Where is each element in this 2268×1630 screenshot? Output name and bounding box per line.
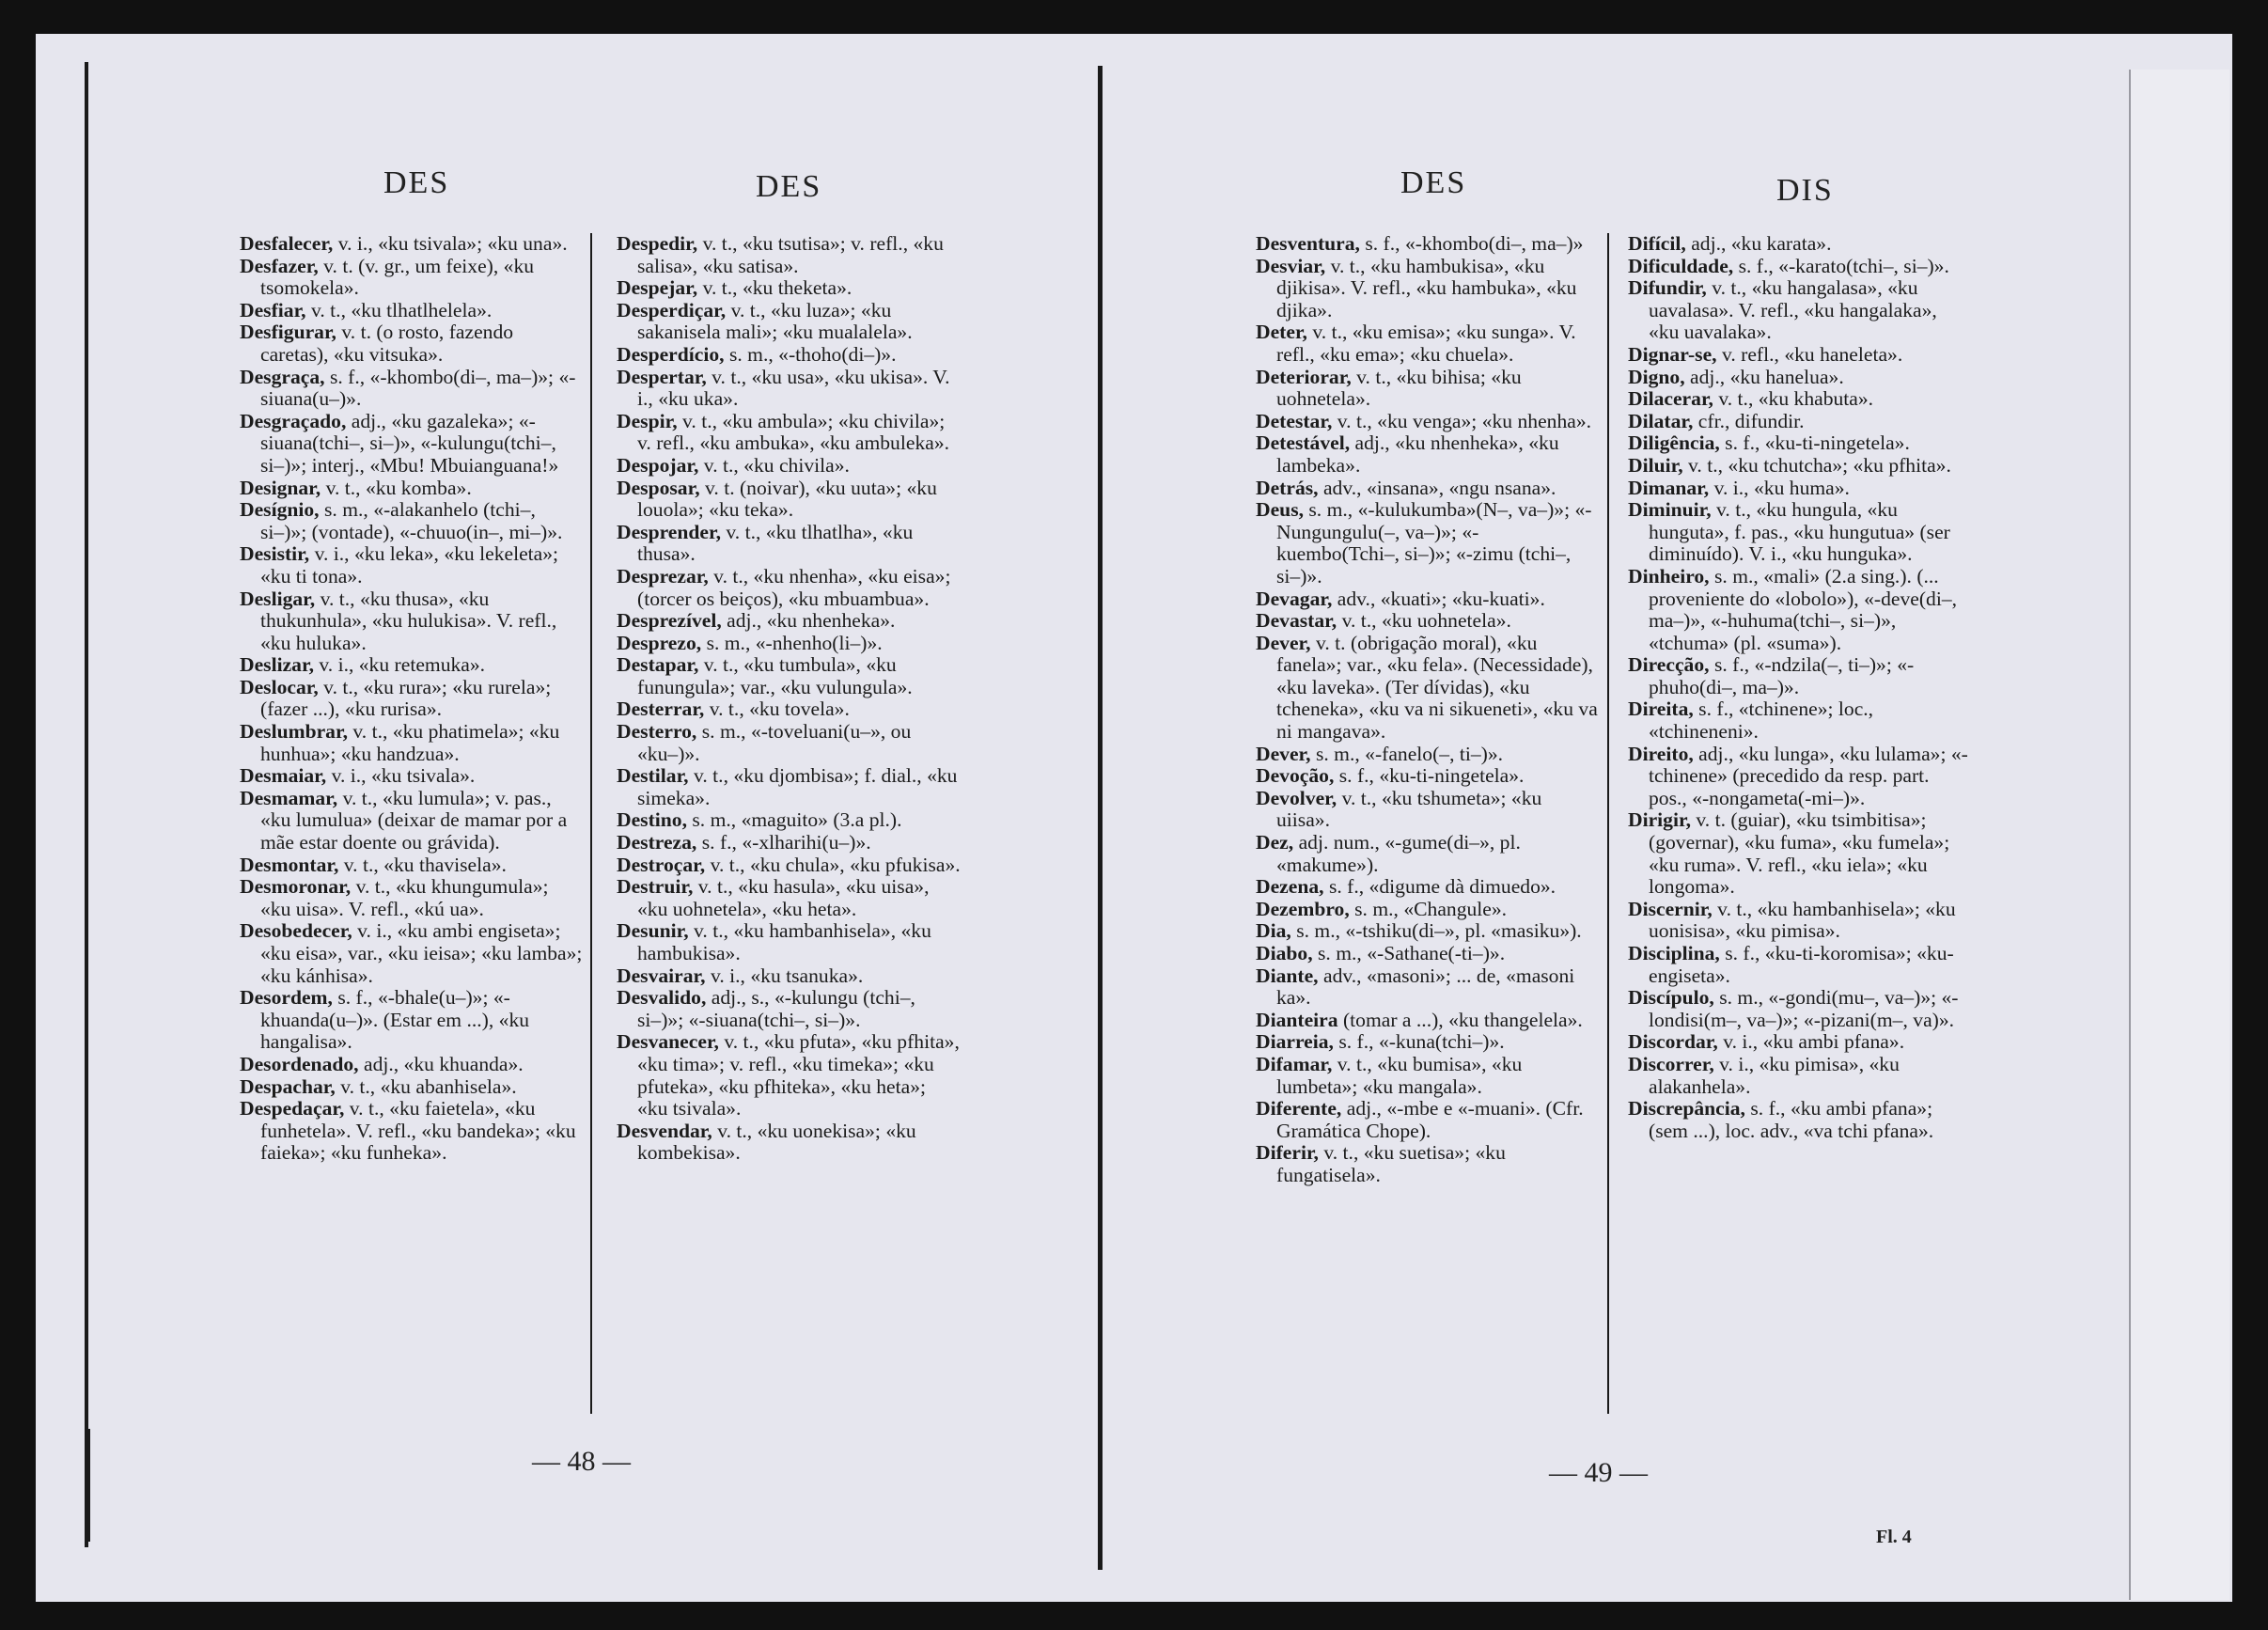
entry-headword: Devastar, — [1256, 609, 1337, 633]
dictionary-entry — [240, 765, 584, 788]
entry-definition: v. t., «ku khungumula»; «ku uisa». V. refl., «kú ua». — [260, 875, 549, 920]
dictionary-entry — [617, 522, 961, 566]
entry-headword: Despir, — [617, 409, 678, 432]
dictionary-entry — [1628, 566, 1972, 654]
entry-definition: v. t., «ku tlhatlhelela». — [310, 298, 493, 321]
entry-definition: v. t. (v. gr., um feixe), «ku tsomokela». — [260, 254, 535, 300]
dictionary-entry — [240, 300, 584, 322]
entry-headword: Desviar, — [1256, 254, 1326, 277]
entry-definition: adj., «ku lunga», «ku lulama»; «-tchinene» (precedido da resp. part. pos., «-nongameta(-mi–)». — [1649, 742, 1968, 809]
entry-headword: Despertar, — [617, 365, 707, 388]
entry-definition: adj., «ku karata». — [1691, 232, 1832, 255]
entry-headword: Desmontar, — [240, 853, 339, 876]
entry-definition: v. t., «ku uonekisa»; «ku kombekisa». — [637, 1119, 916, 1165]
entry-headword: Desfiar, — [240, 298, 306, 321]
entry-definition: v. t., «ku thavisela». — [343, 853, 507, 876]
dictionary-entry — [240, 321, 584, 366]
entry-headword: Desterrar, — [617, 697, 705, 721]
entry-headword: Deus, — [1256, 498, 1304, 522]
entry-definition: v. t., «ku hambanhisela», «ku hambukisa». — [637, 919, 931, 964]
entry-headword: Dia, — [1256, 919, 1291, 943]
dictionary-entry — [617, 300, 961, 344]
entry-definition: adj., «ku nhenheka». — [727, 609, 896, 633]
entry-headword: Devagar, — [1256, 587, 1333, 610]
entry-headword: Destroçar, — [617, 853, 706, 876]
dictionary-entry — [617, 455, 961, 478]
dictionary-entry — [1628, 1031, 1972, 1054]
entry-definition: s. f., «ku-ti-ningetela». — [1338, 764, 1525, 788]
entry-headword: Discrepância, — [1628, 1097, 1745, 1121]
entry-headword: Detestável, — [1256, 431, 1351, 455]
entry-headword: Diabo, — [1256, 942, 1313, 964]
entry-headword: Destilar, — [617, 764, 689, 788]
left-page-number: — 48 — — [532, 1446, 631, 1477]
entry-headword: Deteriorar, — [1256, 365, 1352, 388]
entry-headword: Deter, — [1256, 321, 1307, 344]
entry-definition: v. i., «ku huma». — [1713, 476, 1850, 499]
left-page-column-rule — [590, 233, 592, 1414]
entry-headword: Diarreia, — [1256, 1030, 1334, 1054]
entry-definition: s. m., «-tshiku(di–», pl. «masiku»). — [1296, 919, 1582, 943]
entry-definition: v. t., «ku luza»; «ku sakanisela mali»; «ku mualalela». — [637, 298, 913, 344]
entry-headword: Desistir, — [240, 542, 310, 566]
entry-definition: s. f., «ku-ti-koromisa»; «ku-engiseta». — [1649, 942, 1954, 987]
dictionary-entry — [1256, 233, 1600, 256]
entry-headword: Diligência, — [1628, 431, 1720, 455]
dictionary-entry — [240, 256, 584, 300]
dictionary-entry — [240, 1076, 584, 1099]
dictionary-entry — [240, 1054, 584, 1076]
entry-definition: v. t., «ku tlhatlha», «ku thusa». — [637, 520, 914, 566]
entry-definition: v. t., «ku tumbula», «ku funungula»; var., «ku vulungula». — [637, 653, 913, 698]
dictionary-entry — [1628, 411, 1972, 433]
entry-headword: Diferente, — [1256, 1097, 1342, 1121]
entry-definition: adj., «ku nhenheka», «ku lambeka». — [1276, 431, 1559, 477]
entry-headword: Dinheiro, — [1628, 564, 1710, 588]
dictionary-entry — [617, 721, 961, 765]
entry-definition: v. t., «ku pfuta», «ku pfhita», «ku tima»; v. refl., «ku timeka»; «ku pfuteka», «ku pfhiteka», «ku heta»; «ku tsivala». — [637, 1030, 960, 1121]
dictionary-entry — [617, 610, 961, 633]
entry-definition: v. t., «ku bumisa», «ku lumbeta»; «ku mangala». — [1276, 1052, 1523, 1098]
right-page-column-rule — [1607, 233, 1609, 1414]
entry-headword: Desfigurar, — [240, 321, 336, 344]
entry-definition: (tomar a ...), «ku thangelela». — [1342, 1008, 1583, 1031]
entry-definition: v. t., «ku chivila». — [703, 453, 850, 477]
entry-headword: Desventura, — [1256, 232, 1360, 255]
entry-definition: v. t. (o rosto, fazendo caretas), «ku vitsuka». — [260, 321, 514, 366]
entry-headword: Desordem, — [240, 986, 333, 1010]
left-bottom-rule — [85, 1429, 90, 1542]
dictionary-entry — [1628, 455, 1972, 478]
entry-headword: Difamar, — [1256, 1052, 1333, 1075]
dictionary-entry — [1628, 388, 1972, 411]
dictionary-entry — [1256, 899, 1600, 921]
dictionary-entry — [1628, 809, 1972, 898]
dictionary-entry — [1628, 1054, 1972, 1098]
entry-definition: s. m., «Changule». — [1354, 897, 1508, 920]
entry-headword: Dificuldade, — [1628, 254, 1734, 277]
entry-headword: Desprezar, — [617, 564, 709, 588]
dictionary-entry — [240, 677, 584, 721]
entry-headword: Desígnio, — [240, 498, 320, 522]
entry-headword: Difícil, — [1628, 232, 1686, 255]
entry-headword: Direcção, — [1628, 653, 1710, 677]
dictionary-entry — [240, 1098, 584, 1165]
entry-headword: Desvanecer, — [617, 1030, 719, 1054]
right-page-number: — 49 — — [1549, 1457, 1648, 1488]
dictionary-entry — [1628, 899, 1972, 943]
dictionary-entry — [1256, 765, 1600, 788]
dictionary-entry — [240, 499, 584, 543]
entry-headword: Desposar, — [617, 476, 700, 499]
entry-headword: Desobedecer, — [240, 919, 352, 943]
entry-headword: Desprender, — [617, 520, 721, 543]
dictionary-entry — [1256, 610, 1600, 633]
entry-definition: v. t., «ku phatimela»; «ku hunhua»; «ku handzua». — [260, 720, 560, 765]
dictionary-entry — [617, 1031, 961, 1120]
dictionary-entry — [1628, 277, 1972, 344]
entry-definition: v. t. (guiar), «ku tsimbitisa»; (governar), «ku fuma», «ku fumela»; «ku ruma». V. refl., «ku iela»; «ku longoma». — [1649, 808, 1950, 899]
entry-definition: v. t., «ku nhenha», «ku eisa»; (torcer os beiços), «ku mbuambua». — [637, 564, 951, 610]
entry-definition: v. t., «ku tshumeta»; «ku uiisa». — [1276, 786, 1542, 832]
dictionary-entry — [617, 633, 961, 655]
entry-definition: v. t., «ku hangalasa», «ku uavalasa». V. refl., «ku hangalaka», «ku uavalaka». — [1649, 276, 1937, 344]
entry-headword: Discorrer, — [1628, 1052, 1714, 1075]
dictionary-entry — [240, 876, 584, 920]
entry-headword: Diante, — [1256, 964, 1319, 987]
dictionary-entry — [1628, 744, 1972, 810]
dictionary-entry — [1256, 633, 1600, 744]
entry-headword: Dimanar, — [1628, 476, 1710, 499]
right-page-header-2: DIS — [1776, 173, 1834, 208]
dictionary-entry — [617, 987, 961, 1031]
entry-definition: adv., «kuati»; «ku-kuati». — [1337, 587, 1545, 610]
dictionary-entry — [1628, 654, 1972, 698]
dictionary-entry — [1256, 943, 1600, 965]
entry-headword: Desfazer, — [240, 254, 319, 277]
entry-definition: v. i., «ku tsanuka». — [710, 964, 864, 987]
dictionary-entry — [240, 367, 584, 411]
entry-headword: Deslizar, — [240, 653, 314, 677]
plate-label: Fl. 4 — [1876, 1527, 1912, 1547]
dictionary-entry — [617, 965, 961, 988]
dictionary-entry — [617, 809, 961, 832]
entry-definition: v. t., «ku rura»; «ku rurela»; (fazer ...), «ku rurisa». — [260, 675, 552, 721]
entry-headword: Despojar, — [617, 453, 699, 477]
entry-definition: v. t., «ku theketa». — [702, 276, 852, 300]
dictionary-entry — [1628, 1098, 1972, 1142]
left-margin-rule — [85, 62, 88, 1547]
dictionary-entry — [617, 367, 961, 411]
entry-headword: Desligar, — [240, 587, 316, 610]
page-edge-strip — [2129, 70, 2229, 1600]
entry-headword: Dezembro, — [1256, 897, 1350, 920]
dictionary-entry — [1628, 344, 1972, 367]
entry-definition: adv., «masoni»; ... de, «masoni ka». — [1276, 964, 1575, 1010]
dictionary-entry — [617, 1121, 961, 1165]
dictionary-entry — [1628, 698, 1972, 743]
entry-headword: Difundir, — [1628, 276, 1707, 300]
entry-headword: Devoção, — [1256, 764, 1335, 788]
entry-definition: v. t., «ku hasula», «ku uisa», «ku uohnetela», «ku heta». — [637, 875, 930, 920]
entry-definition: s. m., «-toveluani(u–», ou «ku–)». — [637, 720, 912, 765]
entry-headword: Direito, — [1628, 742, 1694, 765]
entry-definition: s. f., «tchinene»; loc., «tchineneni». — [1649, 697, 1874, 744]
dictionary-entry — [240, 854, 584, 877]
entry-headword: Diminuir, — [1628, 498, 1712, 522]
right-page-column-1 — [1256, 233, 1600, 1187]
dictionary-entry — [240, 543, 584, 588]
entry-definition: adj. num., «-gume(di–», pl. «makume»). — [1276, 831, 1521, 876]
entry-definition: v. t., «ku suetisa»; «ku fungatisela». — [1276, 1141, 1506, 1186]
entry-definition: s. m., «-gondi(mu–, va–)»; «-londisi(m–, va–)»; «-pizani(m–, va)». — [1649, 986, 1959, 1031]
dictionary-entry — [617, 344, 961, 367]
entry-definition: v. t., «ku lumula»; v. pas., «ku lumulua» (deixar de mamar por a mãe estar doente ou grávida). — [260, 786, 568, 854]
entry-headword: Desunir, — [617, 919, 689, 943]
entry-headword: Dignar-se, — [1628, 342, 1717, 366]
entry-headword: Despedaçar, — [240, 1097, 345, 1121]
dictionary-entry — [1256, 876, 1600, 899]
entry-definition: s. f., «-karato(tchi–, si–)». — [1738, 254, 1949, 277]
entry-headword: Destapar, — [617, 653, 699, 677]
entry-headword: Destruir, — [617, 875, 694, 899]
dictionary-entry — [240, 588, 584, 655]
dictionary-entry — [1256, 321, 1600, 366]
dictionary-entry — [1256, 1142, 1600, 1186]
dictionary-entry — [1256, 788, 1600, 832]
entry-definition: v. t., «ku djombisa»; f. dial., «ku simeka». — [637, 764, 958, 809]
entry-definition: s. m., «-thoho(di–)». — [728, 342, 897, 366]
entry-definition: v. i., «ku tsivala». — [331, 764, 476, 788]
dictionary-entry — [1628, 943, 1972, 987]
entry-headword: Desperdício, — [617, 342, 725, 366]
entry-definition: v. i., «ku pimisa», «ku alakanhela». — [1649, 1052, 1900, 1098]
entry-definition: s. f., «-kuna(tchi–)». — [1338, 1030, 1505, 1054]
entry-definition: s. f., «-bhale(u–)»; «-khuanda(u–)». (Estar em ...), «ku hangalisa». — [260, 986, 530, 1054]
entry-definition: s. f., «ku ambi pfana»; (sem ...), loc. adv., «va tchi pfana». — [1649, 1097, 1934, 1142]
entry-headword: Despejar, — [617, 276, 698, 300]
entry-definition: s. f., «-xlharihi(u–)». — [701, 831, 871, 854]
entry-definition: s. m., «-alakanhelo (tchi–, si–)»; (vontade), «-chuuo(in–, mi–)». — [260, 498, 563, 543]
entry-headword: Diferir, — [1256, 1141, 1319, 1165]
entry-headword: Desfalecer, — [240, 232, 334, 255]
entry-definition: v. t., «ku emisa»; «ku sunga». V. refl., «ku ema»; «ku chuela». — [1276, 321, 1576, 366]
entry-definition: adv., «insana», «ngu nsana». — [1322, 476, 1556, 499]
entry-headword: Desperdiçar, — [617, 298, 727, 321]
dictionary-entry — [617, 832, 961, 854]
entry-headword: Desterro, — [617, 720, 697, 744]
entry-headword: Desgraçado, — [240, 409, 347, 432]
dictionary-entry — [1256, 478, 1600, 500]
entry-definition: v. i., «ku ambi engiseta»; «ku eisa», var., «ku ieisa»; «ku lamba»; «ku kánhisa». — [260, 919, 583, 987]
dictionary-entry — [1256, 499, 1600, 588]
dictionary-entry — [240, 788, 584, 854]
entry-headword: Despachar, — [240, 1074, 336, 1098]
right-page-column-2 — [1628, 233, 1972, 1142]
dictionary-entry — [240, 721, 584, 765]
entry-headword: Deslocar, — [240, 675, 319, 698]
entry-definition: s. m., «-fanelo(–, ti–)». — [1315, 742, 1504, 765]
dictionary-entry — [240, 478, 584, 500]
entry-definition: v. t., «ku usa», «ku ukisa». V. i., «ku uka». — [637, 365, 950, 411]
entry-definition: s. f., «-ndzila(–, ti–)»; «-phuho(di–, ma–)». — [1649, 653, 1915, 698]
dictionary-entry — [1628, 256, 1972, 278]
entry-headword: Despedir, — [617, 232, 698, 255]
entry-headword: Dez, — [1256, 831, 1294, 854]
entry-definition: s. f., «-khombo(di–, ma–)» — [1365, 232, 1584, 255]
dictionary-entry — [1628, 233, 1972, 256]
entry-definition: v. t., «ku venga»; «ku nhenha». — [1337, 409, 1592, 432]
dictionary-entry — [1256, 588, 1600, 611]
entry-headword: Destino, — [617, 808, 687, 832]
dictionary-entry — [1628, 987, 1972, 1031]
entry-definition: v. t. (obrigação moral), «ku fanela»; var., «ku fela». (Necessidade), «ku laveka». (Ter dívidas), «ku tcheneka», «ku va ni sikueneti», «ku va ni mangava». — [1276, 631, 1598, 744]
entry-definition: s. m., «-nhenho(li–)». — [706, 631, 883, 654]
entry-definition: v. t., «ku hambukisa», «ku djikisa». V. refl., «ku hambuka», «ku djika». — [1276, 254, 1577, 321]
entry-definition: adj., «ku khuanda». — [363, 1052, 524, 1075]
entry-headword: Digno, — [1628, 365, 1685, 388]
entry-definition: v. t., «ku abanhisela». — [340, 1074, 517, 1098]
entry-definition: v. t., «ku uohnetela». — [1341, 609, 1511, 633]
entry-definition: v. t., «ku tovela». — [709, 697, 850, 721]
entry-headword: Direita, — [1628, 697, 1694, 721]
entry-headword: Desordenado, — [240, 1052, 359, 1075]
entry-headword: Dilacerar, — [1628, 387, 1713, 411]
entry-headword: Discordar, — [1628, 1030, 1718, 1054]
dictionary-entry — [1256, 744, 1600, 766]
center-gutter-rule — [1098, 66, 1103, 1570]
dictionary-entry — [1256, 832, 1600, 876]
entry-definition: v. t., «ku chula», «ku pfukisa». — [710, 853, 961, 876]
left-page-column-2 — [617, 233, 961, 1165]
entry-headword: Desgraça, — [240, 365, 325, 388]
entry-definition: v. i., «ku tsivala»; «ku una». — [337, 232, 568, 255]
entry-headword: Deslumbrar, — [240, 720, 348, 744]
dictionary-entry — [1256, 432, 1600, 477]
entry-definition: s. m., «maguito» (3.a pl.). — [692, 808, 902, 832]
dictionary-entry — [1256, 367, 1600, 411]
dictionary-entry — [617, 411, 961, 455]
dictionary-entry — [617, 277, 961, 300]
entry-definition: v. t. (noivar), «ku uuta»; «ku louola»; «ku teka». — [637, 476, 937, 522]
entry-definition: v. t., «ku hungula, «ku hunguta», f. pas., «ku hungutua» (ser diminuído). V. i., «ku hunguka». — [1649, 498, 1950, 566]
entry-headword: Dever, — [1256, 631, 1311, 654]
entry-definition: v. refl., «ku haneleta». — [1721, 342, 1903, 366]
entry-headword: Designar, — [240, 476, 321, 499]
dictionary-entry — [617, 654, 961, 698]
entry-headword: Disciplina, — [1628, 942, 1720, 964]
entry-definition: adj., «ku gazaleka»; «-siuana(tchi–, si–)», «-kulungu(tchi–, si–)»; interj., «Mbu! Mbuianguana!» — [260, 409, 559, 477]
entry-headword: Diluir, — [1628, 453, 1683, 477]
entry-headword: Dezena, — [1256, 875, 1324, 899]
entry-headword: Detrás, — [1256, 476, 1319, 499]
dictionary-entry — [617, 920, 961, 964]
entry-definition: s. f., «digume dà dimuedo». — [1328, 875, 1556, 899]
entry-definition: v. t., «ku ambula»; «ku chivila»; v. refl., «ku ambuka», «ku ambuleka». — [637, 409, 950, 455]
entry-headword: Desprezível, — [617, 609, 722, 633]
dictionary-entry — [1256, 1031, 1600, 1054]
entry-definition: v. t., «ku hambanhisela»; «ku uonisisa», «ku pimisa». — [1649, 897, 1956, 943]
dictionary-entry — [1628, 432, 1972, 455]
entry-definition: v. t., «ku faietela», «ku funhetela». V. refl., «ku bandeka»; «ku faieka»; «ku funheka». — [260, 1097, 576, 1165]
dictionary-entry — [617, 765, 961, 809]
dictionary-entry — [240, 233, 584, 256]
entry-definition: s. m., «-Sathane(-ti–)». — [1318, 942, 1506, 964]
dictionary-entry — [240, 920, 584, 987]
dictionary-entry — [240, 654, 584, 677]
entry-headword: Discípulo, — [1628, 986, 1714, 1010]
entry-definition: s. f., «ku-ti-ningetela». — [1725, 431, 1910, 455]
entry-headword: Desmaiar, — [240, 764, 327, 788]
entry-definition: v. i., «ku retemuka». — [319, 653, 486, 677]
dictionary-entry — [617, 854, 961, 877]
entry-definition: v. i., «ku leka», «ku lekeleta»; «ku ti tona». — [260, 542, 559, 588]
entry-definition: s. m., «mali» (2.a sing.). (... proveniente do «lobolo»), «-deve(di–, ma–)», «-huhuma(tchi–, si–)», «tchuma» (pl. «suma»). — [1649, 564, 1958, 654]
left-page-column-1 — [240, 233, 584, 1165]
dictionary-entry — [240, 987, 584, 1054]
entry-definition: v. t., «ku thusa», «ku thukunhula», «ku hulukisa». V. refl., «ku huluka». — [260, 587, 557, 654]
entry-definition: adj., «-mbe e «-muani». (Cfr. Gramática Chope). — [1276, 1097, 1584, 1142]
entry-definition: s. f., «-khombo(di–, ma–)»; «-siuana(u–)». — [260, 365, 576, 411]
entry-definition: adj., «ku hanelua». — [1690, 365, 1844, 388]
dictionary-entry — [617, 876, 961, 920]
right-page-header-1: DES — [1400, 165, 1467, 200]
entry-headword: Dever, — [1256, 742, 1311, 765]
dictionary-entry — [1256, 256, 1600, 322]
dictionary-entry — [1256, 1098, 1600, 1142]
entry-headword: Desvendar, — [617, 1119, 712, 1142]
dictionary-entry — [1256, 965, 1600, 1010]
entry-headword: Destreza, — [617, 831, 697, 854]
entry-definition: v. i., «ku ambi pfana». — [1723, 1030, 1905, 1054]
dictionary-entry — [617, 233, 961, 277]
dictionary-entry — [1256, 920, 1600, 943]
dictionary-entry — [617, 566, 961, 610]
dictionary-entry — [617, 698, 961, 721]
left-page-header-2: DES — [756, 169, 822, 204]
entry-definition: v. t., «ku khabuta». — [1718, 387, 1874, 411]
entry-headword: Desmoronar, — [240, 875, 352, 899]
dictionary-entry — [240, 411, 584, 478]
entry-headword: Dilatar, — [1628, 409, 1694, 432]
entry-headword: Desvairar, — [617, 964, 706, 987]
entry-definition: s. m., «-kulukumba»(N–, va–)»; «-Nungungulu(–, va–)»; «-kuembo(Tchi–, si–)»; «-zimu (tchi–, si–)». — [1276, 498, 1592, 588]
dictionary-entry — [1256, 1054, 1600, 1098]
entry-headword: Desvalido, — [617, 986, 707, 1010]
entry-definition: adj., s., «-kulungu (tchi–, si–)»; «-siuana(tchi–, si–)». — [637, 986, 915, 1031]
dictionary-entry — [1628, 499, 1972, 566]
entry-headword: Detestar, — [1256, 409, 1333, 432]
entry-definition: v. t., «ku bihisa; «ku uohnetela». — [1276, 365, 1522, 411]
dictionary-entry — [1256, 411, 1600, 433]
dictionary-entry — [1256, 1010, 1600, 1032]
entry-headword: Devolver, — [1256, 786, 1337, 809]
entry-definition: v. t., «ku tchutcha»; «ku pfhita». — [1688, 453, 1951, 477]
entry-definition: v. t., «ku komba». — [325, 476, 472, 499]
entry-headword: Dirigir, — [1628, 808, 1691, 832]
left-page-header-1: DES — [383, 165, 450, 200]
dictionary-entry — [617, 478, 961, 522]
entry-headword: Desmamar, — [240, 786, 338, 809]
dictionary-entry — [1628, 478, 1972, 500]
entry-headword: Dianteira — [1256, 1008, 1338, 1031]
entry-definition: v. t., «ku tsutisa»; v. refl., «ku salisa», «ku satisa». — [637, 232, 944, 277]
entry-definition: cfr., difundir. — [1697, 409, 1805, 432]
dictionary-entry — [1628, 367, 1972, 389]
entry-headword: Discernir, — [1628, 897, 1713, 920]
entry-headword: Desprezo, — [617, 631, 702, 654]
